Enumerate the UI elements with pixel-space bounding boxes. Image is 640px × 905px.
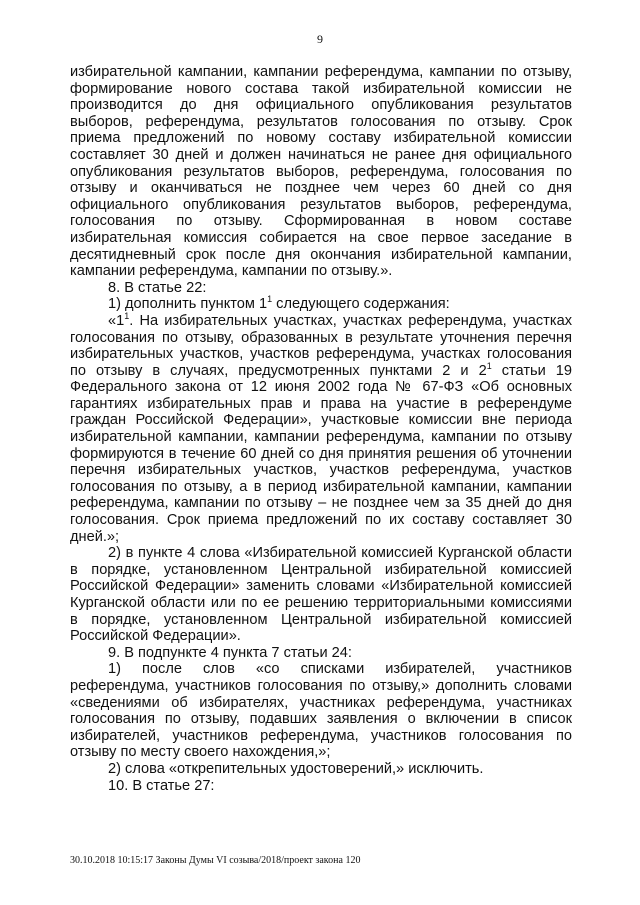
paragraph-point-1-1-text-b: . На избирательных участках, участках референдума, участках голосования по отзыву, образованных в результате уточнения перечня избирательных участков, участков референдума, участках голосования по отзыву в случаях, предусмотренных пунктами 2 и 2 — [70, 312, 572, 379]
paragraph-item-1-text-a: 1) дополнить пунктом 1 — [108, 296, 268, 313]
paragraph-article-24-item-2: 2) слова «открепительных удостоверений,» исключить. — [108, 760, 484, 777]
paragraph-item-2: 2) в пункте 4 слова «Избирательной комиссией Курганской области в порядке, установленном Центральной избирательной комиссией Российской Федерации» заменить словами «Избирательной комиссией Курганской области или по ее решению территориальными комиссиями в порядке, установленном Центральной избирательной комиссией Российской Федерации». — [70, 545, 572, 645]
paragraph-article-27-heading: 10. В статье 27: — [108, 777, 215, 794]
page-footer: 30.10.2018 10:15:17 Законы Думы VI созыва/2018/проект закона 120 — [70, 855, 361, 866]
paragraph-article-24-item-1: 1) после слов «со списками избирателей, участников референдума, участников голосования по отзыву,» дополнить словами «сведениями об избирателях, участниках референдума, участниках голосования по отзыву, подавших заявления о включении в список избирателей, участников референдума, участников голосования по отзыву по месту своего нахождения,»; — [70, 661, 572, 761]
paragraph-article-24-heading: 9. В подпункте 4 пункта 7 статьи 24: — [108, 644, 352, 661]
paragraph-point-1-1 — [70, 310, 572, 545]
page-number: 9 — [317, 32, 323, 46]
paragraph-point-1-1-text-c: статьи 19 Федерального закона от 12 июня 2002 года № 67-ФЗ «Об основных гарантиях избирательных прав и права на участие в референдуме граждан Российской Федерации», участковые комиссии вне периода избирательной кампании, кампании референдума, кампании по отзыву формируются в течение 60 дней со дня принятия решения об уточнении перечня избирательных участков, участков референдума, участков голосования по отзыву, а в период избирательной кампании, кампании референдума, кампании по отзыву – не позднее чем за 35 дней до дня голосования. Срок приема предложений по их составу составляет 30 дней.»; — [70, 362, 572, 545]
paragraph-continuation: избирательной кампании, кампании референдума, кампании по отзыву, формирование нового состава такой избирательной комиссии не производится до дня официального опубликования результатов выборов, референдума, результатов голосования по отзыву. Срок приема предложений по новому составу избирательной комиссии составляет 30 дней и должен начинаться не ранее дня официального опубликования результатов выборов, референдума, голосования по отзыву и оканчиваться не позднее чем через 60 дней со дня официального опубликования результатов выборов, референдума, голосования по отзыву. Сформированная в новом составе избирательная комиссия собирается на свое первое заседание в десятидневный срок после дня окончания избирательной кампании, кампании референдума, кампании по отзыву.». — [70, 64, 572, 280]
paragraph-item-1 — [70, 296, 572, 313]
paragraph-point-1-1-text-a: «1 — [108, 312, 125, 329]
paragraph-article-22-heading: 8. В статье 22: — [108, 279, 207, 296]
paragraph-item-1-text-b: следующего содержания: — [272, 296, 450, 313]
superscript-1: 1 — [124, 310, 130, 321]
superscript-1: 1 — [486, 360, 492, 371]
document-body — [70, 64, 572, 794]
superscript-1: 1 — [267, 294, 273, 305]
